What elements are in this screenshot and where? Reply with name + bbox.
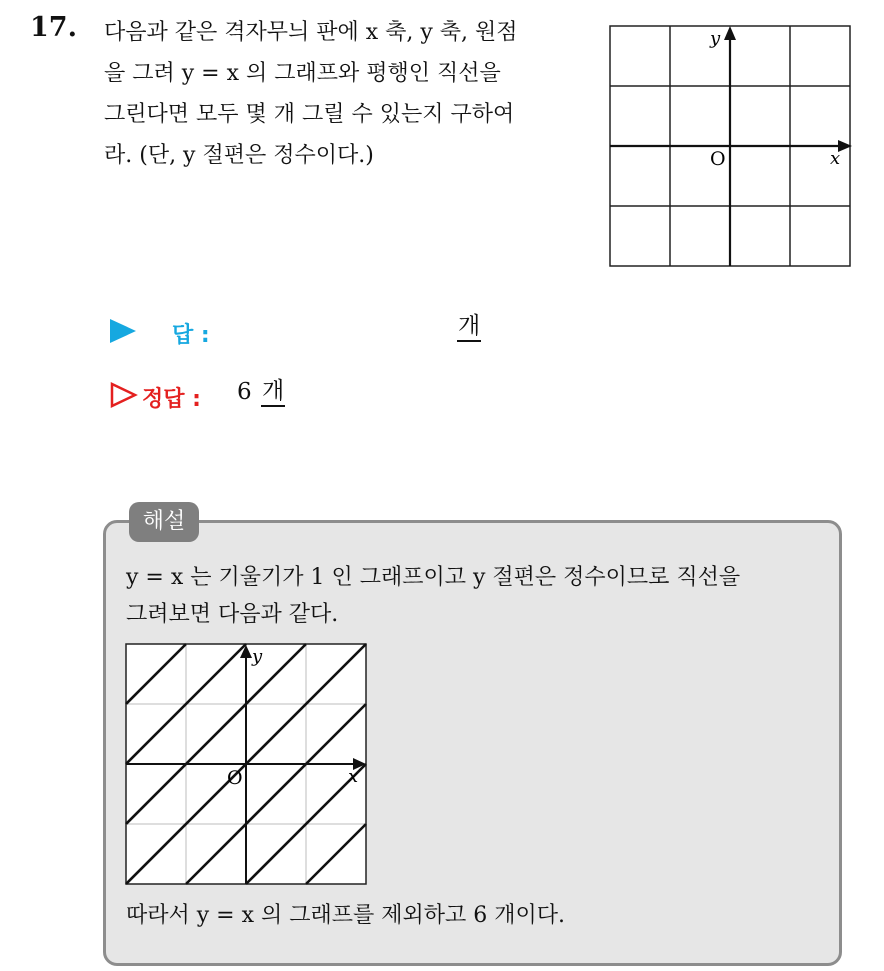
correct-value: 6 [237,379,252,405]
correct-label: 정답 : [142,387,201,412]
correct-unit: 개 [261,377,285,407]
question-line-2: 을 그려 y = x 의 그래프와 평행인 직선을 [104,61,501,86]
y-axis-label: y [710,28,721,49]
answer-marker-icon [110,319,138,343]
question-line-1: 다음과 같은 격자무늬 판에 x 축, y 축, 원점 [104,20,518,45]
solution-line-1: y = x 는 기울기가 1 인 그래프이고 y 절편은 정수이므로 직선을 [126,565,741,590]
solution-x-label: x [348,766,359,787]
answer-label: 답 : [172,323,210,348]
answer-unit: 개 [457,312,481,342]
solution-y-label: y [252,646,263,667]
question-line-4: 라. (단, y 절편은 정수이다.) [104,143,374,168]
y-arrow-icon [724,26,736,40]
question-grid-figure [608,24,854,268]
solution-tag: 해설 [129,502,199,542]
question-line-3: 그린다면 모두 몇 개 그릴 수 있는지 구하여 [104,102,515,127]
question-text [104,12,594,176]
solution-graph [124,642,368,886]
x-axis-label: x [830,148,841,169]
solution-line-3: 따라서 y = x 의 그래프를 제외하고 6 개이다. [126,903,565,928]
origin-label: O [710,148,726,170]
correct-marker-icon [110,382,138,408]
solution-line-2: 그려보면 다음과 같다. [126,602,339,627]
question-number: 17. [30,12,77,43]
solution-origin-label: O [227,767,243,789]
